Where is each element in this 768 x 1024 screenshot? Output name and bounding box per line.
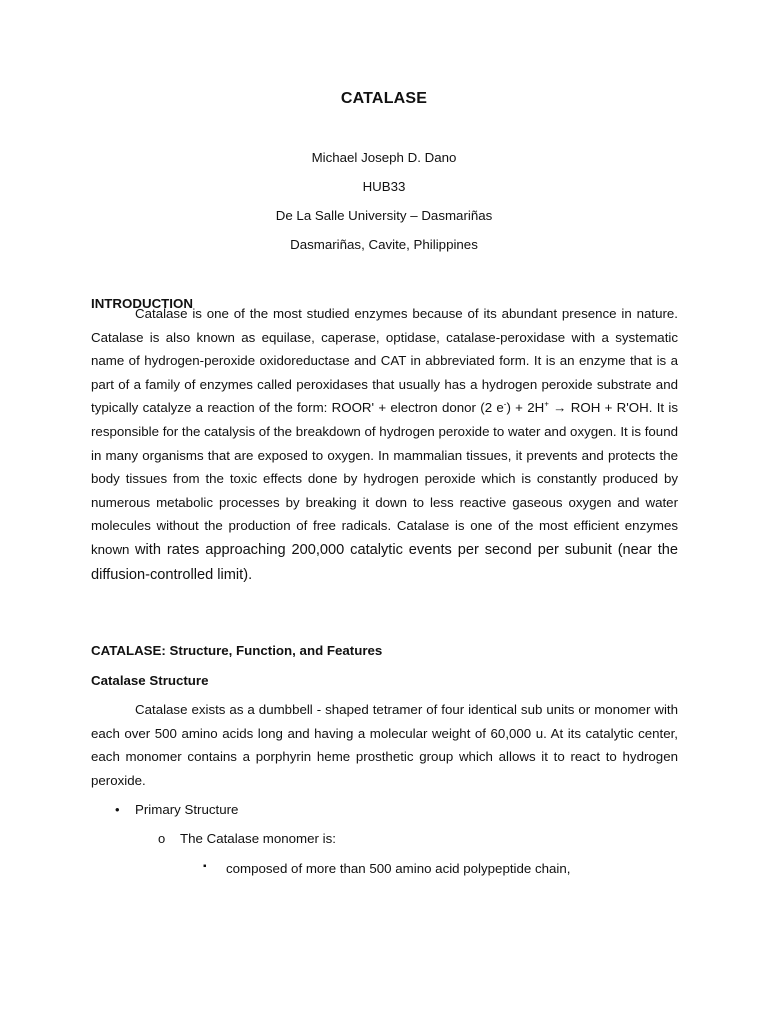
bullet-primary-structure: Primary Structure <box>135 802 239 817</box>
intro-text-rates: with rates approaching 200,000 catalytic events per second per subunit (near the diffusion-controlled limit). <box>91 541 678 583</box>
introduction-paragraph <box>91 302 678 587</box>
structure-paragraph <box>91 698 678 792</box>
bullet-monomer-intro: The Catalase monomer is: <box>180 831 336 846</box>
bullet-disc-icon: • <box>115 802 120 817</box>
structure-section-heading: CATALASE: Structure, Function, and Features <box>91 643 383 658</box>
intro-text-c: → ROH + R'OH. It is responsible for the catalysis of the breakdown of hydrogen peroxide to water and oxygen. It is found in many organisms that are exposed to oxygen. In mammalian tissues, it prevents and protects the body tissues from the toxic effects done by hydrogen peroxide which is constantly produced by numerous metabolic processes by breaking it down to less reactive gaseous oxygen and water molecules without the production of free radicals. Catalase is one of the most efficient enzymes known <box>91 400 678 557</box>
catalase-structure-subheading: Catalase Structure <box>91 673 209 688</box>
document-title: CATALASE <box>340 90 428 107</box>
intro-sup-plus: + <box>544 399 549 409</box>
intro-text-a: Catalase is one of the most studied enzymes because of its abundant presence in nature. Catalase is also known as equilase, caperase, optidase, catalase-peroxidase with a systematic name of hydrogen-peroxide oxidoreductase and CAT in abbreviated form. It is an enzyme that is a part of a family of enzymes called peroxidases that usually has a hydrogen peroxide substrate and typically catalyze a reaction of the form: ROOR' + electron donor (2 e <box>91 306 678 416</box>
bullet-square-icon: ▪ <box>203 861 207 872</box>
intro-sup-minus: - <box>503 399 507 409</box>
bullet-amino-acid-chain: composed of more than 500 amino acid polypeptide chain, <box>226 861 571 876</box>
location-text: Dasmariñas, Cavite, Philippines <box>290 237 478 252</box>
bullet-circle-icon: o <box>158 831 166 846</box>
structure-text: Catalase exists as a dumbbell - shaped tetramer of four identical sub units or monomer with each over 500 amino acids long and having a molecular weight of 60,000 u. At its catalytic center, each monomer contains a porphyrin heme prosthetic group which allows it to react to hydrogen peroxide. <box>91 702 678 788</box>
author-name: Michael Joseph D. Dano <box>311 150 457 165</box>
course-code: HUB33 <box>362 179 406 194</box>
introduction-heading: INTRODUCTION <box>91 296 193 311</box>
intro-text-b: ) + 2H <box>506 400 545 416</box>
university-name: De La Salle University – Dasmariñas <box>275 208 493 223</box>
